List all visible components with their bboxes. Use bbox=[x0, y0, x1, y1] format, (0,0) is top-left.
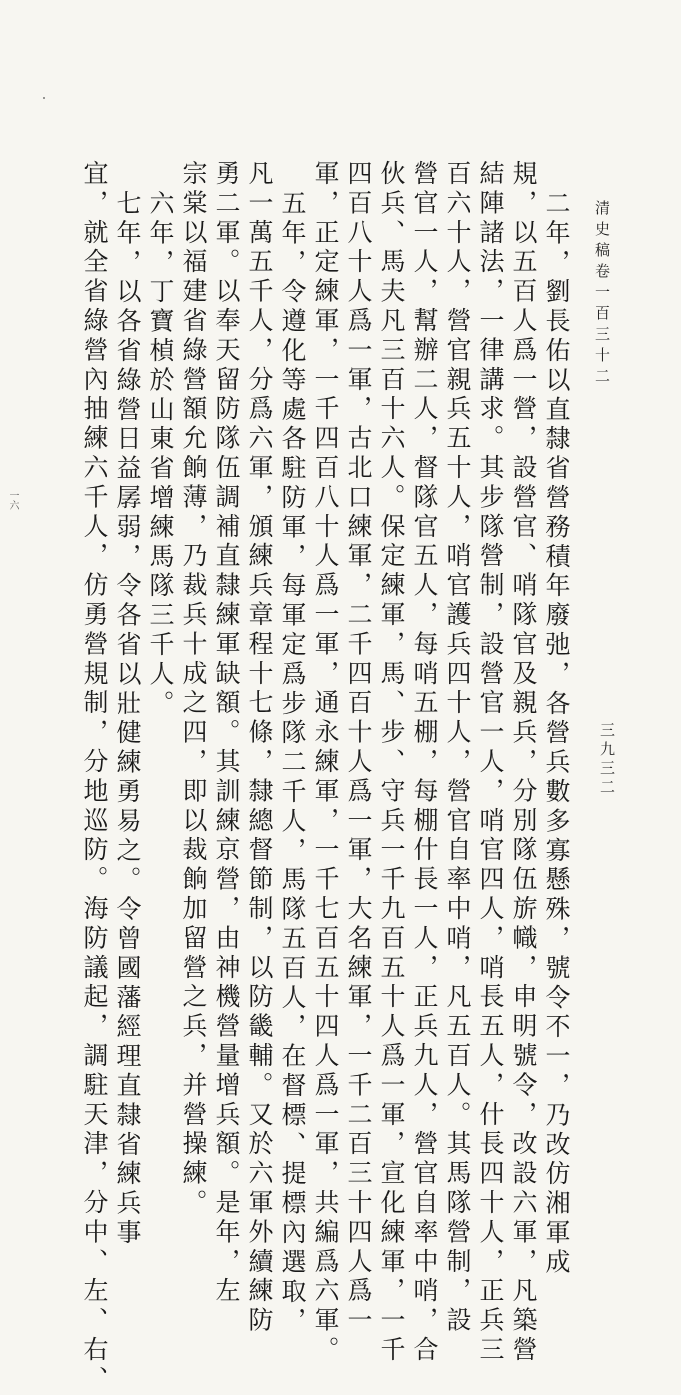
text-column-4: 百六十人，營官親兵五十人，哨官護兵四十人，營官自率中哨，凡五百人。其馬隊營制，設 bbox=[443, 160, 472, 1336]
page-number: 三九三二 bbox=[598, 722, 616, 798]
text-column-1: 二年，劉長佑以直隸省營務積年廢弛，各營兵數多寡懸殊，號令不一，乃改仿湘軍成 bbox=[542, 190, 571, 1278]
text-column-7: 四百八十人爲一軍，古北口練軍，二千四百十人爲一軍，大名練軍，一千二百三十四人爲一 bbox=[344, 160, 373, 1336]
margin-mark: 一六 bbox=[7, 490, 18, 510]
text-column-8: 軍，正定練軍，一千四百八十人爲一軍，通永練軍，一千七百五十四人爲一軍，共編爲六軍。 bbox=[311, 160, 340, 1366]
text-column-6: 伙兵、馬夫凡三百十六人。保定練軍，馬、步、守兵一千九百五十人爲一軍，宣化練軍，一千 bbox=[377, 160, 406, 1366]
text-column-15: 宜，就全省綠營內抽練六千人，仿勇營規制，分地巡防。海防議起，調駐天津，分中、左、右、 bbox=[80, 160, 109, 1395]
text-column-9: 五年，令遵化等處各駐防軍，每軍定爲步隊二千人，馬隊五百人，在督標、提標內選取， bbox=[278, 190, 307, 1337]
text-column-2: 規，以五百人爲一營，設營官、哨隊官及親兵，分別隊伍旂幟，申明號令，改設六軍，凡築營 bbox=[509, 160, 538, 1366]
text-column-5: 營官一人，幫辦二人，督隊官五人，每哨五棚，每棚什長一人，正兵九人，營官自率中哨，合 bbox=[410, 160, 439, 1366]
text-column-14: 七年，以各省綠營日益孱弱，令各省以壯健練勇易之。令曾國藩經理直隸省練兵事 bbox=[113, 190, 142, 1249]
running-header: 清史稿卷一百三十二 bbox=[593, 200, 611, 389]
text-column-13: 六年，丁寶楨於山東省增練馬隊三千人。 bbox=[146, 190, 175, 720]
text-column-11: 勇二軍。以奉天留防隊伍調補直隸練軍缺額。其訓練京營，由神機營量增兵額。是年，左 bbox=[212, 160, 241, 1307]
text-column-12: 宗棠以福建省綠營額允餉薄，乃裁兵十成之四，即以裁餉加留營之兵，并營操練。 bbox=[179, 160, 208, 1219]
text-column-3: 結陣諸法，一律講求。其步隊營制，設營官一人，哨官四人，哨長五人，什長四十人，正兵三 bbox=[476, 160, 505, 1366]
speck bbox=[43, 97, 45, 99]
text-column-10: 凡一萬五千人，分爲六軍，頒練兵章程十七條，隸總督節制，以防畿輔。又於六軍外續練防 bbox=[245, 160, 274, 1336]
